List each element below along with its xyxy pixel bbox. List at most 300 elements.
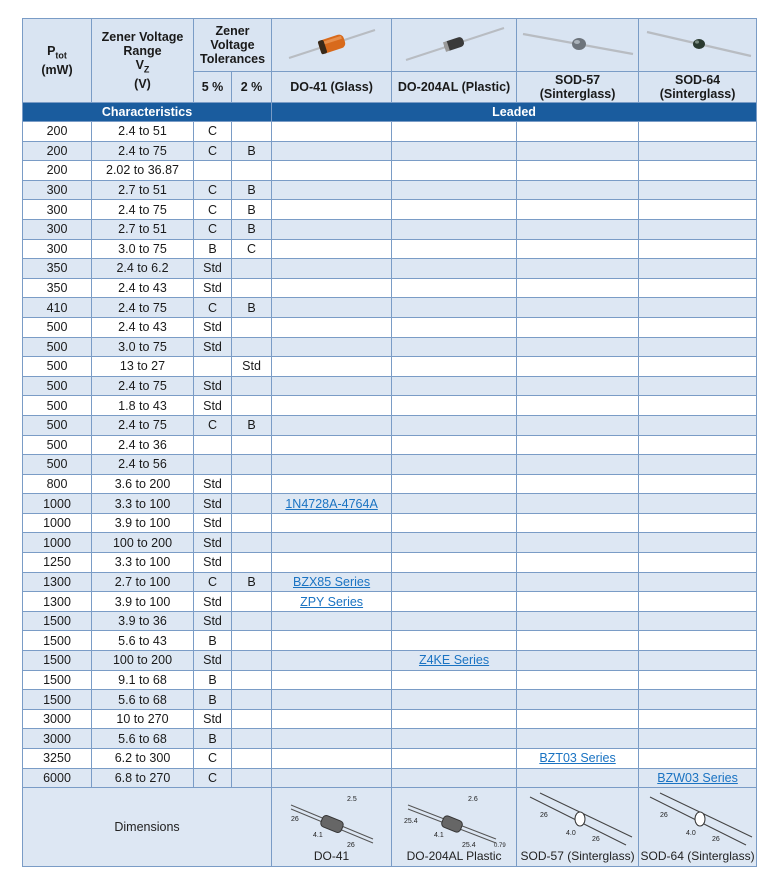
- do204al-part-cell: [392, 670, 517, 690]
- sod64-part-cell: [639, 376, 757, 396]
- vz-range-cell: 2.02 to 36.87: [92, 161, 194, 181]
- do41-part-cell: [272, 631, 392, 651]
- sod64-part-cell: [639, 749, 757, 769]
- ptot-cell: 6000: [23, 768, 92, 788]
- do41-part-cell: [272, 259, 392, 279]
- table-row: [23, 592, 757, 612]
- table-row: [23, 670, 757, 690]
- tol-5-cell: Std: [194, 474, 232, 494]
- tol-2-cell: [232, 670, 272, 690]
- ptot-cell: 200: [23, 122, 92, 142]
- table-row: [23, 513, 757, 533]
- do41-part-cell: [272, 219, 392, 239]
- table-row: [23, 455, 757, 475]
- ptot-cell: 350: [23, 278, 92, 298]
- tol-2-cell: [232, 259, 272, 279]
- do204al-diode-photo-icon: [396, 20, 512, 68]
- sod57-part-cell: [517, 592, 639, 612]
- dim-mark: 26: [290, 816, 299, 824]
- ptot-cell: 500: [23, 435, 92, 455]
- sod64-dimension-drawing-icon: [642, 791, 754, 849]
- sod64-part-cell: [639, 651, 757, 671]
- do41-part-cell: [272, 768, 392, 788]
- sod57-part-cell: [517, 670, 639, 690]
- tol-2-cell: B: [232, 200, 272, 220]
- table-row: [23, 415, 757, 435]
- vz-range-cell: 3.9 to 100: [92, 592, 194, 612]
- sod64-part-cell: [639, 396, 757, 416]
- ptot-cell: 3000: [23, 729, 92, 749]
- dim-mark: 25.4: [404, 818, 418, 826]
- sod57-part-cell: [517, 259, 639, 279]
- do204al-part-cell: [392, 533, 517, 553]
- table-row: [23, 259, 757, 279]
- pkg-name-do204al: DO-204AL (Plastic): [392, 72, 517, 103]
- do41-part-cell: [272, 553, 392, 573]
- series-link[interactable]: Z4KE Series: [418, 653, 490, 668]
- do41-part-cell: [272, 396, 392, 416]
- tol-2-cell: [232, 317, 272, 337]
- sod57-part-cell: [517, 298, 639, 318]
- sod57-part-cell: [517, 435, 639, 455]
- sod64-part-cell: [639, 278, 757, 298]
- do41-part-cell: [272, 513, 392, 533]
- vz-range-cell: 10 to 270: [92, 709, 194, 729]
- dim-mark: 25.4: [462, 842, 476, 850]
- table-row: [23, 219, 757, 239]
- do41-part-cell: [272, 415, 392, 435]
- ptot-cell: 500: [23, 455, 92, 475]
- sod57-part-cell: [517, 455, 639, 475]
- do204al-dimension-cell: [392, 788, 517, 867]
- series-link[interactable]: ZPY Series: [300, 594, 364, 609]
- vz-range-cell: 2.4 to 75: [92, 376, 194, 396]
- series-link[interactable]: BZW03 Series: [657, 770, 738, 785]
- do204al-part-cell: [392, 317, 517, 337]
- ptot-cell: 500: [23, 396, 92, 416]
- sod64-part-cell: [639, 259, 757, 279]
- tol-2-cell: [232, 474, 272, 494]
- tol-5-cell: Std: [194, 611, 232, 631]
- do204al-part-cell: [392, 651, 517, 671]
- sod57-part-cell: [517, 749, 639, 769]
- do41-part-cell: [272, 709, 392, 729]
- vz-range-cell: 5.6 to 68: [92, 690, 194, 710]
- sod57-part-cell: [517, 415, 639, 435]
- dim-mark: 26: [539, 812, 548, 820]
- sod64-part-cell: [639, 611, 757, 631]
- sod64-part-cell: [639, 357, 757, 377]
- tol-5-cell: [194, 161, 232, 181]
- table-row: [23, 376, 757, 396]
- do41-part-cell: [272, 690, 392, 710]
- vz-range-cell: 2.4 to 43: [92, 278, 194, 298]
- tol-5-cell: Std: [194, 317, 232, 337]
- do41-part-cell: [272, 200, 392, 220]
- tol-2-cell: [232, 553, 272, 573]
- ptot-cell: 1500: [23, 631, 92, 651]
- do41-part-cell: [272, 376, 392, 396]
- sod57-part-cell: [517, 317, 639, 337]
- table-row: [23, 357, 757, 377]
- sod57-part-cell: [517, 513, 639, 533]
- table-row: [23, 337, 757, 357]
- do204al-part-cell: [392, 455, 517, 475]
- dimensions-label: Dimensions: [23, 788, 272, 867]
- tol-5-cell: Std: [194, 278, 232, 298]
- vz-range-cell: 6.8 to 270: [92, 768, 194, 788]
- ptot-cell: 350: [23, 259, 92, 279]
- sod57-part-cell: [517, 690, 639, 710]
- sod64-part-cell: [639, 513, 757, 533]
- ptot-cell: 3000: [23, 709, 92, 729]
- sod57-part-cell: [517, 768, 639, 788]
- tol-5-cell: Std: [194, 592, 232, 612]
- sod64-part-cell: [639, 415, 757, 435]
- dim-caption-sod57: SOD-57 (Sinterglass): [520, 849, 635, 864]
- ptot-cell: 200: [23, 161, 92, 181]
- tol-5-cell: C: [194, 768, 232, 788]
- do41-part-cell: [272, 337, 392, 357]
- do204al-part-cell: [392, 141, 517, 161]
- sod57-part-cell: [517, 396, 639, 416]
- sod64-diode-photo-icon: [641, 20, 755, 68]
- sod57-part-cell: [517, 611, 639, 631]
- do204al-part-cell: [392, 259, 517, 279]
- do41-part-cell: [272, 239, 392, 259]
- sod64-part-cell: [639, 219, 757, 239]
- dim-caption-do204al: DO-204AL Plastic: [406, 849, 502, 864]
- vz-range-cell: 2.4 to 36: [92, 435, 194, 455]
- dim-mark: 2.6: [468, 796, 478, 804]
- ptot-cell: 300: [23, 200, 92, 220]
- do41-part-cell: [272, 455, 392, 475]
- do204al-part-cell: [392, 709, 517, 729]
- vz-range-cell: 3.9 to 36: [92, 611, 194, 631]
- sod57-part-cell: [517, 161, 639, 181]
- table-row: [23, 161, 757, 181]
- table-row: [23, 474, 757, 494]
- tol-2-cell: [232, 651, 272, 671]
- tol-2-cell: [232, 533, 272, 553]
- do204al-photo-cell: [392, 19, 517, 72]
- sod64-part-cell: [639, 572, 757, 592]
- do204al-part-cell: [392, 376, 517, 396]
- ptot-cell: 1500: [23, 670, 92, 690]
- dim-caption-do41: DO-41: [313, 849, 350, 864]
- characteristics-band: Characteristics: [23, 103, 272, 122]
- tol-2-cell: [232, 494, 272, 514]
- series-link[interactable]: BZT03 Series: [539, 751, 616, 766]
- sod57-part-cell: [517, 239, 639, 259]
- tol-2-cell: [232, 513, 272, 533]
- table-row: [23, 317, 757, 337]
- sod64-part-cell: [639, 122, 757, 142]
- sod57-photo-cell: [517, 19, 639, 72]
- vz-range-cell: 100 to 200: [92, 651, 194, 671]
- do204al-part-cell: [392, 474, 517, 494]
- sod57-part-cell: [517, 631, 639, 651]
- tol-5-cell: C: [194, 415, 232, 435]
- tol-2-header: 2 %: [232, 72, 272, 103]
- sod64-photo-cell: [639, 19, 757, 72]
- dim-caption-sod64: SOD-64 (Sinterglass): [640, 849, 755, 864]
- dim-mark: 4.0: [685, 830, 696, 838]
- tol-5-cell: B: [194, 729, 232, 749]
- sod57-part-cell: [517, 709, 639, 729]
- ptot-cell: 1300: [23, 572, 92, 592]
- do204al-part-cell: [392, 768, 517, 788]
- tol-2-cell: [232, 631, 272, 651]
- do204al-part-cell: [392, 357, 517, 377]
- sod57-part-cell: [517, 219, 639, 239]
- tol-2-cell: B: [232, 572, 272, 592]
- data-rows: [23, 122, 757, 788]
- do41-part-cell: [272, 474, 392, 494]
- do41-part-cell: [272, 729, 392, 749]
- tol-2-cell: B: [232, 298, 272, 318]
- tol-5-cell: Std: [194, 376, 232, 396]
- series-link[interactable]: 1N4728A-4764A: [285, 496, 378, 511]
- sod57-dimension-cell: [517, 788, 639, 867]
- dim-mark: 2.5: [346, 796, 357, 804]
- table-row: [23, 278, 757, 298]
- ptot-cell: 500: [23, 357, 92, 377]
- do204al-part-cell: [392, 749, 517, 769]
- do41-part-cell: [272, 494, 392, 514]
- sod57-part-cell: [517, 337, 639, 357]
- table-row: [23, 572, 757, 592]
- ptot-cell: 1000: [23, 513, 92, 533]
- vz-range-cell: 2.4 to 75: [92, 415, 194, 435]
- do41-part-cell: [272, 317, 392, 337]
- do204al-part-cell: [392, 572, 517, 592]
- sod64-part-cell: [639, 553, 757, 573]
- sod64-part-cell: [639, 533, 757, 553]
- table-row: [23, 396, 757, 416]
- tol-5-cell: B: [194, 690, 232, 710]
- sod57-part-cell: [517, 651, 639, 671]
- tol-2-cell: B: [232, 180, 272, 200]
- dim-mark: 4.0: [565, 830, 576, 838]
- tol-5-cell: C: [194, 572, 232, 592]
- do204al-part-cell: [392, 494, 517, 514]
- tol-2-cell: [232, 611, 272, 631]
- do41-part-cell: [272, 298, 392, 318]
- table-row: [23, 200, 757, 220]
- tol-5-cell: B: [194, 670, 232, 690]
- tol-2-cell: [232, 768, 272, 788]
- tol-5-cell: C: [194, 180, 232, 200]
- vz-range-cell: 3.0 to 75: [92, 239, 194, 259]
- tol-2-cell: B: [232, 219, 272, 239]
- do204al-part-cell: [392, 631, 517, 651]
- ptot-cell: 1300: [23, 592, 92, 612]
- dim-mark: 26: [711, 836, 720, 844]
- sod64-part-cell: [639, 592, 757, 612]
- tol-5-cell: Std: [194, 709, 232, 729]
- do204al-part-cell: [392, 513, 517, 533]
- do41-part-cell: [272, 357, 392, 377]
- ptot-cell: 1000: [23, 533, 92, 553]
- dim-mark: 26: [346, 842, 355, 850]
- dim-mark: 4.1: [312, 832, 323, 840]
- tol-2-cell: [232, 122, 272, 142]
- ptot-cell: 410: [23, 298, 92, 318]
- tol-2-cell: [232, 396, 272, 416]
- table-row: [23, 239, 757, 259]
- do41-dimension-drawing-icon: [277, 791, 387, 849]
- do41-part-cell: [272, 572, 392, 592]
- vz-range-cell: 2.7 to 51: [92, 180, 194, 200]
- table-row: [23, 768, 757, 788]
- vz-range-cell: 13 to 27: [92, 357, 194, 377]
- do204al-part-cell: [392, 396, 517, 416]
- table-row: [23, 651, 757, 671]
- vz-range-cell: 9.1 to 68: [92, 670, 194, 690]
- tol-5-cell: [194, 435, 232, 455]
- table-row: [23, 494, 757, 514]
- ptot-cell: 1000: [23, 494, 92, 514]
- sod64-part-cell: [639, 239, 757, 259]
- tol-2-cell: [232, 455, 272, 475]
- do204al-part-cell: [392, 592, 517, 612]
- do41-part-cell: [272, 435, 392, 455]
- vz-range-cell: 2.4 to 6.2: [92, 259, 194, 279]
- table-row: [23, 435, 757, 455]
- pkg-name-do41: DO-41 (Glass): [272, 72, 392, 103]
- vz-range-cell: 2.4 to 75: [92, 298, 194, 318]
- tol-2-cell: C: [232, 239, 272, 259]
- sod57-diode-photo-icon: [519, 20, 637, 68]
- tol-5-cell: C: [194, 141, 232, 161]
- table-row: [23, 298, 757, 318]
- sod64-part-cell: [639, 141, 757, 161]
- sod64-part-cell: [639, 455, 757, 475]
- do41-dimension-cell: [272, 788, 392, 867]
- do204al-part-cell: [392, 729, 517, 749]
- ptot-cell: 200: [23, 141, 92, 161]
- tol-2-cell: [232, 709, 272, 729]
- sod57-part-cell: [517, 376, 639, 396]
- do41-part-cell: [272, 278, 392, 298]
- zener-selection-table: [22, 18, 757, 867]
- tol-5-cell: C: [194, 219, 232, 239]
- tol-5-cell: [194, 455, 232, 475]
- do204al-part-cell: [392, 180, 517, 200]
- do204al-part-cell: [392, 298, 517, 318]
- sod64-part-cell: [639, 494, 757, 514]
- do41-part-cell: [272, 749, 392, 769]
- tol-5-cell: C: [194, 298, 232, 318]
- dim-mark: 26: [659, 812, 668, 820]
- sod57-part-cell: [517, 474, 639, 494]
- tol-5-cell: B: [194, 239, 232, 259]
- tol-5-header: 5 %: [194, 72, 232, 103]
- vz-range-cell: 2.4 to 75: [92, 200, 194, 220]
- vz-range-cell: 3.3 to 100: [92, 553, 194, 573]
- do41-photo-cell: [272, 19, 392, 72]
- sod57-part-cell: [517, 180, 639, 200]
- table-row: [23, 122, 757, 142]
- sod57-part-cell: [517, 533, 639, 553]
- tol-5-cell: [194, 357, 232, 377]
- sod64-part-cell: [639, 474, 757, 494]
- tol-2-cell: B: [232, 141, 272, 161]
- ptot-cell: 500: [23, 376, 92, 396]
- ptot-cell: 1500: [23, 651, 92, 671]
- sod64-part-cell: [639, 690, 757, 710]
- pkg-name-sod57: SOD-57 (Sinterglass): [517, 72, 639, 103]
- do204al-part-cell: [392, 161, 517, 181]
- ptot-header: $P_{tot}$ (mW): [23, 19, 92, 103]
- do204al-part-cell: [392, 337, 517, 357]
- tol-2-cell: Std: [232, 357, 272, 377]
- do41-part-cell: [272, 122, 392, 142]
- sod64-part-cell: [639, 631, 757, 651]
- band-row-group: [23, 103, 757, 122]
- do41-part-cell: [272, 651, 392, 671]
- series-link[interactable]: BZX85 Series: [293, 574, 371, 589]
- tol-5-cell: Std: [194, 337, 232, 357]
- tol-2-cell: [232, 435, 272, 455]
- table-row: [23, 631, 757, 651]
- tol-2-cell: [232, 278, 272, 298]
- tol-5-cell: Std: [194, 259, 232, 279]
- tol-5-cell: Std: [194, 553, 232, 573]
- vz-range-cell: 3.0 to 75: [92, 337, 194, 357]
- do41-part-cell: [272, 533, 392, 553]
- do204al-part-cell: [392, 690, 517, 710]
- do204al-part-cell: [392, 278, 517, 298]
- vz-range-cell: 2.4 to 43: [92, 317, 194, 337]
- do204al-part-cell: [392, 122, 517, 142]
- table-row: [23, 729, 757, 749]
- dim-mark: 26: [591, 836, 600, 844]
- table-row: [23, 749, 757, 769]
- tol-5-cell: B: [194, 631, 232, 651]
- do41-part-cell: [272, 592, 392, 612]
- do204al-part-cell: [392, 611, 517, 631]
- table-row: [23, 611, 757, 631]
- tol-5-cell: Std: [194, 396, 232, 416]
- tol-5-cell: Std: [194, 651, 232, 671]
- do204al-part-cell: [392, 553, 517, 573]
- tol-5-cell: Std: [194, 513, 232, 533]
- table-row: [23, 141, 757, 161]
- vz-range-cell: 3.9 to 100: [92, 513, 194, 533]
- tol-5-cell: Std: [194, 533, 232, 553]
- sod64-part-cell: [639, 670, 757, 690]
- do204al-part-cell: [392, 200, 517, 220]
- sod57-part-cell: [517, 729, 639, 749]
- do204al-part-cell: [392, 239, 517, 259]
- sod64-part-cell: [639, 337, 757, 357]
- tol-2-cell: [232, 337, 272, 357]
- tol-2-cell: B: [232, 415, 272, 435]
- ptot-cell: 300: [23, 219, 92, 239]
- table-row: [23, 553, 757, 573]
- do41-part-cell: [272, 611, 392, 631]
- vz-range-cell: 5.6 to 68: [92, 729, 194, 749]
- vz-range-cell: 2.7 to 51: [92, 219, 194, 239]
- tol-2-cell: [232, 729, 272, 749]
- table-row: [23, 533, 757, 553]
- sod64-part-cell: [639, 200, 757, 220]
- tolerance-header: Zener Voltage Tolerances: [194, 19, 272, 72]
- ptot-cell: 800: [23, 474, 92, 494]
- ptot-cell: 500: [23, 415, 92, 435]
